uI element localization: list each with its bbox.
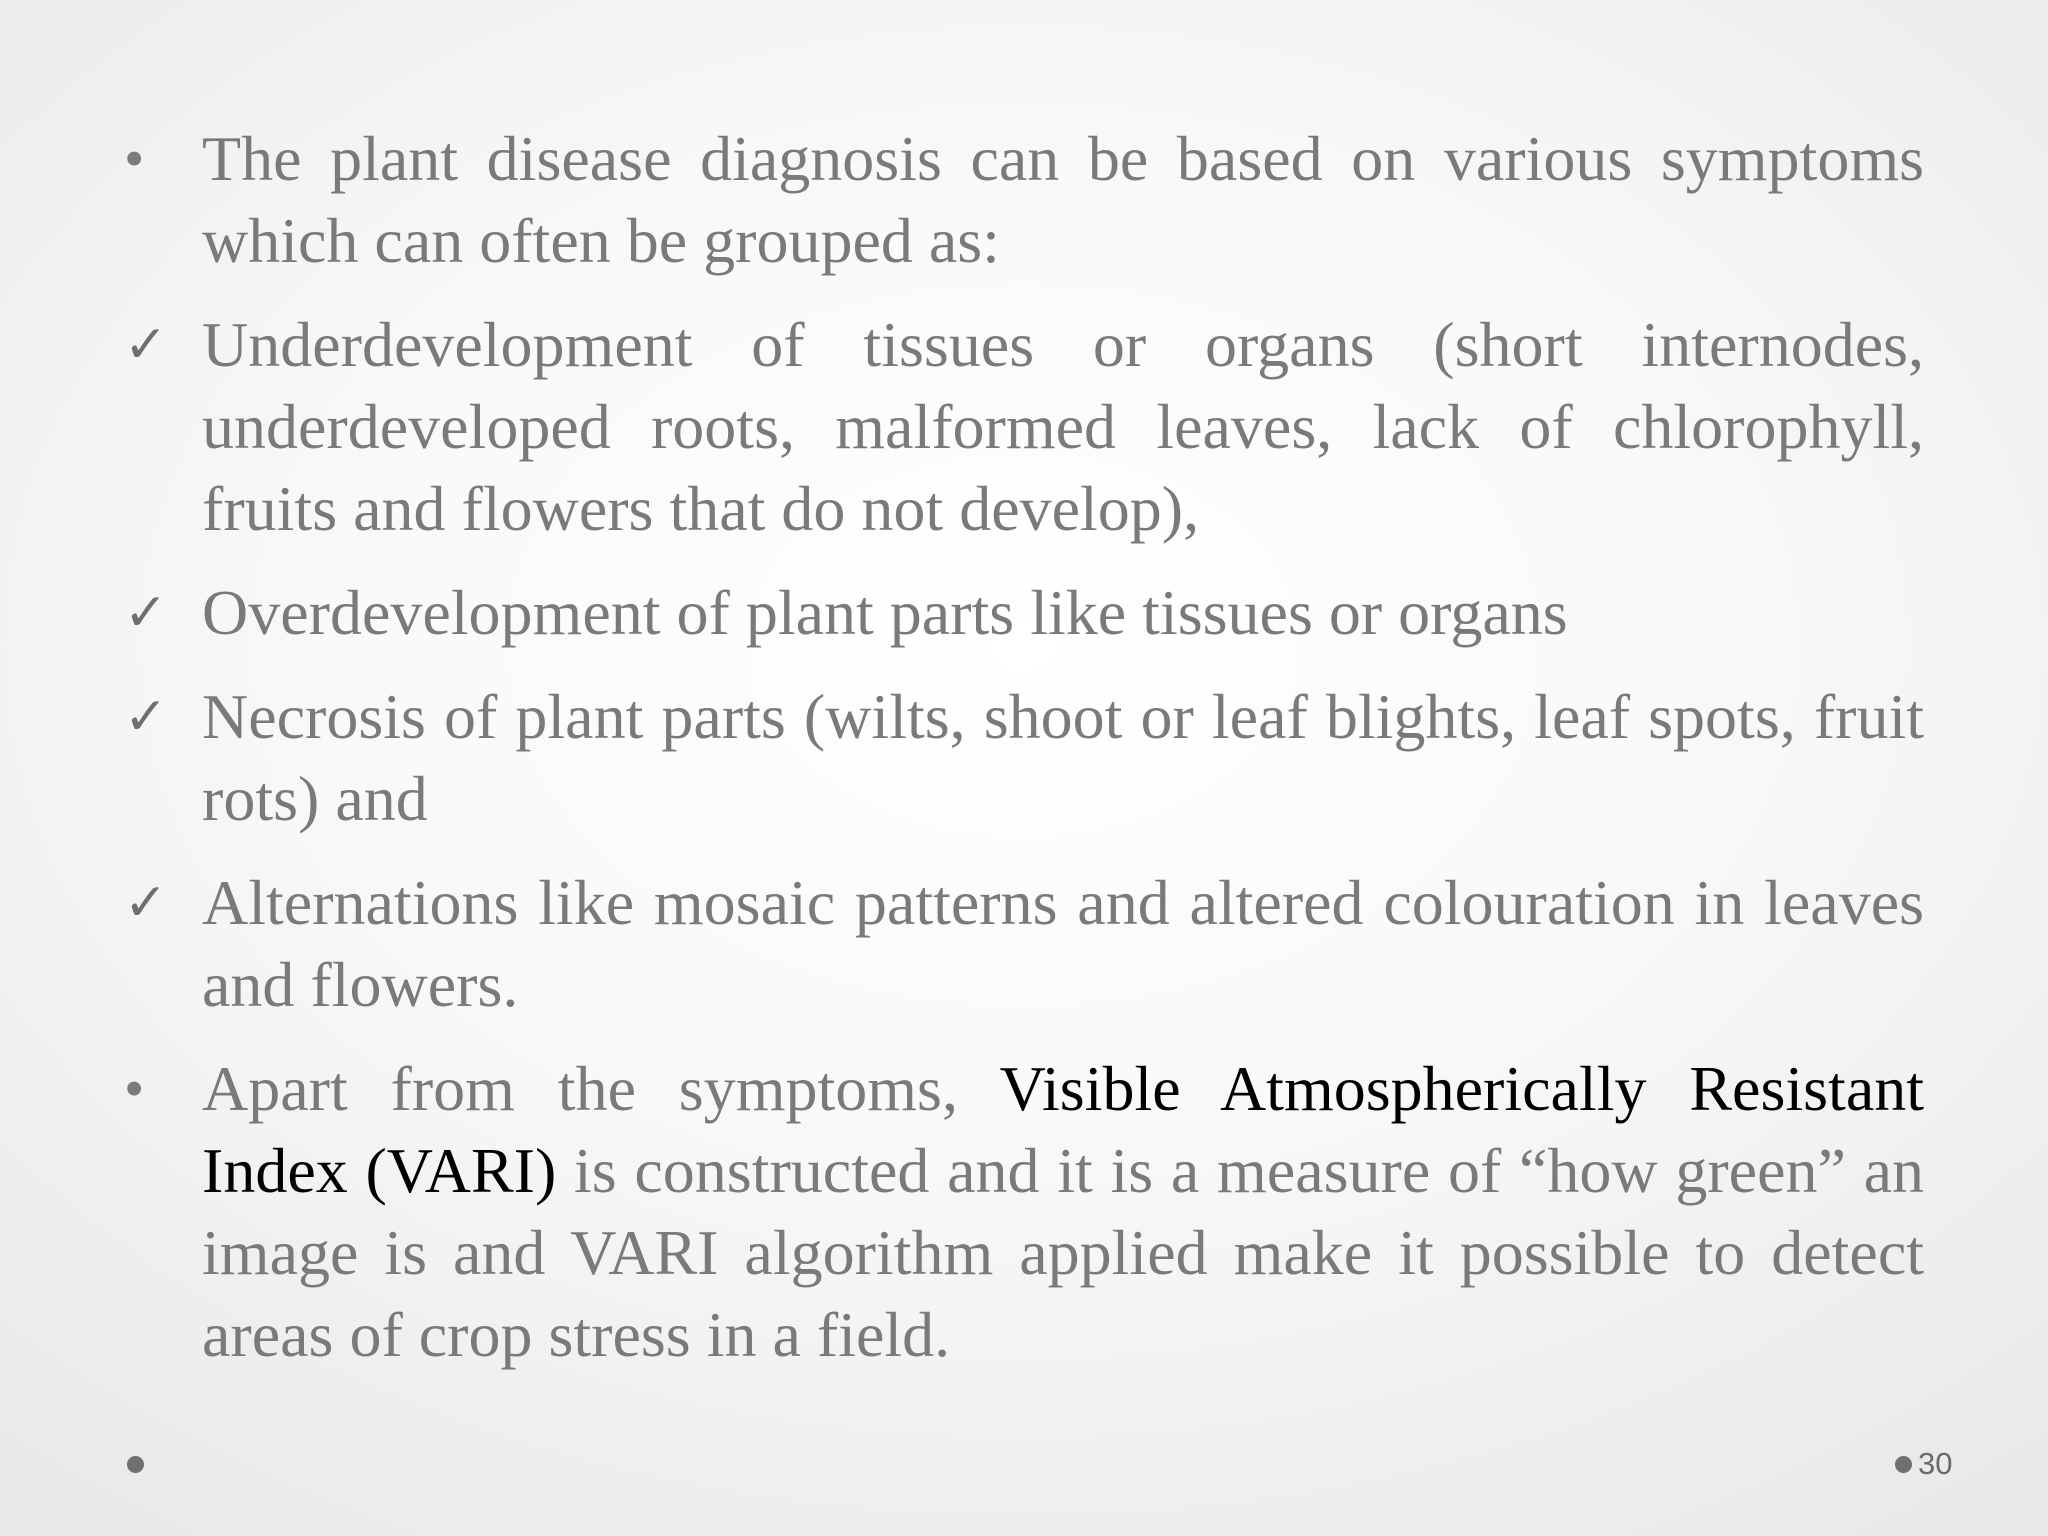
list-item-text xyxy=(202,1048,1924,1376)
list-item-text: Necrosis of plant parts (wilts, shoot or leaf blights, leaf spots, fruit rots) and xyxy=(202,681,1924,834)
bullet-list xyxy=(118,118,1924,1398)
text-before-emphasis: Apart from the symptoms, xyxy=(202,1053,1000,1124)
checkmark-icon: ✓ xyxy=(124,687,168,747)
checkmark-icon: ✓ xyxy=(124,873,168,933)
page-number: 30 xyxy=(1918,1446,1953,1481)
list-item xyxy=(118,676,1924,840)
list-item xyxy=(118,1048,1924,1376)
footer-dot-left xyxy=(127,1456,144,1473)
list-item xyxy=(118,572,1924,654)
list-item xyxy=(118,118,1924,282)
list-item xyxy=(118,862,1924,1026)
bullet-marker: • xyxy=(124,1056,145,1121)
list-item-text: Underdevelopment of tissues or organs (short internodes, underdeveloped roots, malformed leaves, lack of chlorophyll, fruits and flowers that do not develop), xyxy=(202,309,1924,544)
checkmark-icon: ✓ xyxy=(124,583,168,643)
footer-dot-right xyxy=(1895,1456,1912,1473)
list-item-text: Overdevelopment of plant parts like tissues or organs xyxy=(202,577,1568,648)
bullet-marker: • xyxy=(124,126,145,191)
list-item-text: Alternations like mosaic patterns and altered colouration in leaves and flowers. xyxy=(202,867,1924,1020)
list-item-text: The plant disease diagnosis can be based on various symptoms which can often be grouped as: xyxy=(202,123,1924,276)
text-after-emphasis: is constructed and it is a measure of “how green” an image is and VARI algorithm applied make it possible to detect areas of crop stress in a field. xyxy=(202,1135,1924,1370)
checkmark-icon: ✓ xyxy=(124,315,168,375)
list-item xyxy=(118,304,1924,550)
vari-emphasis: Visible Atmospherically Resistant Index (VARI) xyxy=(202,1053,1924,1206)
